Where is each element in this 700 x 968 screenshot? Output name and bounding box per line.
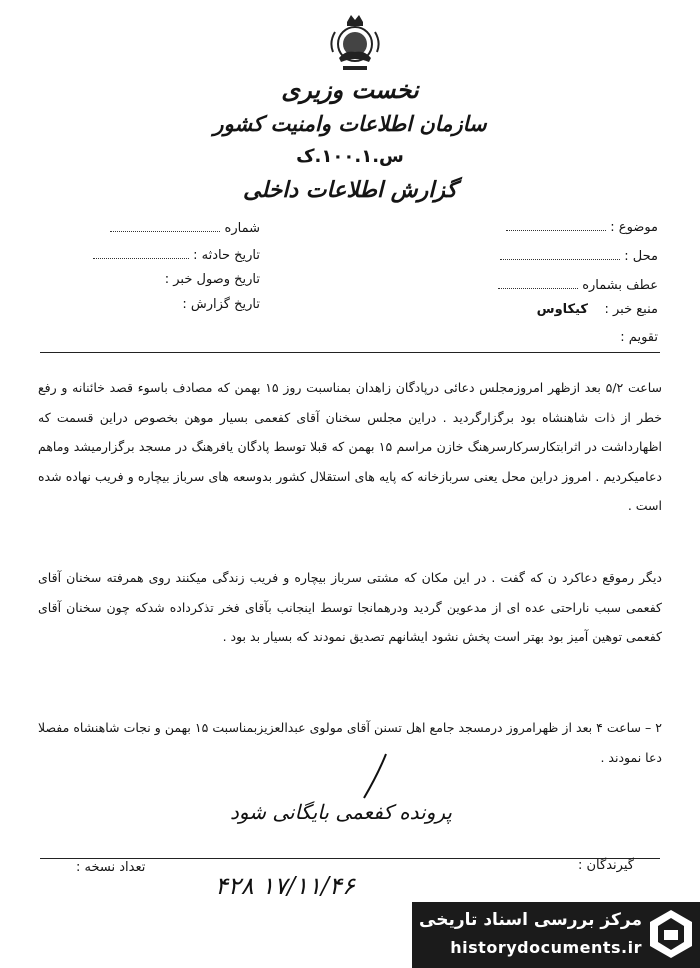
body-paragraph-1: ساعت ۵/۲ بعد ازظهر امروزمجلس دعائی درپادگان زاهدان بمناسبت روز ۱۵ بهمن که مصادف باسوء قصد خائنانه و رفع خطر از ذات شاهنشاه بود برگزارگردید . دراین مجلس سخنان آقای کفعمی بسیار موهن بخصوص دراین قسمت که اظهارداشت در اثرابتکارسرکارسرهنگ خازن مراسم ۱۵ بهمن که قبلا توسط پادگان یافرهنگ در مسجد برگزارمیشد وماهم دعامیکردیم . امروز دراین محل یعنی سربازخانه که پایه های استقلال کشور بدوسعه های سرباز بیچاره و فریب نهاده شده است . <box>38 380 662 513</box>
body-paragraph-2: دیگر رموقع دعاکرد ن که گفت . در این مکان که مشتی سرباز بیچاره و فریب زندگی میکنند روی همرفته سخنان آقای کفعمی سبب ناراحتی عده ای از مدعوین گردید ودرهمانجا توسط اینجانب بآقای فخر تذکرداده شدکه چون سخنان آقای کفعمی توهین آمیز بود بهتر است پخش نشود ایشانهم تصدیق نمودند که بسیار بد بود . <box>38 570 662 644</box>
receipt-date-field <box>40 272 260 287</box>
number-field <box>40 219 260 236</box>
handwritten-stroke-icon <box>360 752 390 802</box>
source-label: منبع خبر : <box>604 302 658 317</box>
body-paragraph-3: ۲ – ساعت ۴ بعد از ظهرامروز درمسجد جامع اهل تسنن آقای مولوی عبدالعزیزبمناسبت ۱۵ بهمن و نجات شاهنشاه مفصلا دعا نمودند . <box>38 720 663 765</box>
reference-dotted-line <box>498 276 578 289</box>
handwritten-archive-note: پرونده کفعمی بایگانی شود <box>230 800 452 824</box>
watermark-site: historydocuments.ir <box>450 938 642 957</box>
evaluation-label: تقویم : <box>620 330 658 345</box>
archive-watermark <box>412 902 700 968</box>
report-date-label: تاریخ گزارش : <box>182 297 260 312</box>
number-label: شماره <box>224 221 260 236</box>
recipients-label: گیرندگان : <box>578 858 634 873</box>
event-date-label: تاریخ حادثه : <box>193 248 260 263</box>
archive-logo-icon <box>648 908 694 960</box>
report-type-title: گزارش اطلاعات داخلی <box>243 178 457 203</box>
place-dotted-line <box>500 247 620 260</box>
header-separator-line <box>40 352 660 353</box>
copies-label: تعداد نسخه : <box>76 860 146 875</box>
event-date-field <box>40 246 260 263</box>
number-dotted-line <box>110 219 220 232</box>
lion-and-sun-emblem-icon <box>325 12 385 74</box>
reference-label: عطف بشماره <box>582 278 658 293</box>
place-label: محل : <box>624 249 658 264</box>
ministry-title: نخست وزیری <box>281 76 419 104</box>
evaluation-field <box>620 330 658 345</box>
event-date-dotted-line <box>93 246 189 259</box>
receipt-date-label: تاریخ وصول خبر : <box>164 272 260 287</box>
reference-field <box>498 276 658 293</box>
source-value: کیکاوس <box>536 302 588 317</box>
subject-label: موضوع : <box>610 220 658 235</box>
place-field <box>500 247 658 264</box>
footer-separator-line <box>40 858 660 859</box>
subject-dotted-line <box>506 218 606 231</box>
source-field <box>537 302 658 317</box>
document-code: س.۱۰۰.۱.ک <box>296 146 404 167</box>
organization-title: سازمان اطلاعات وامنیت کشور <box>213 112 487 136</box>
subject-field <box>506 218 658 235</box>
report-date-field <box>40 297 260 312</box>
handwritten-date: ۱۷/۱۱/۴۶ ۴۲۸ <box>215 872 355 900</box>
watermark-name: مرکز بررسی اسناد تاریخی <box>419 910 642 930</box>
